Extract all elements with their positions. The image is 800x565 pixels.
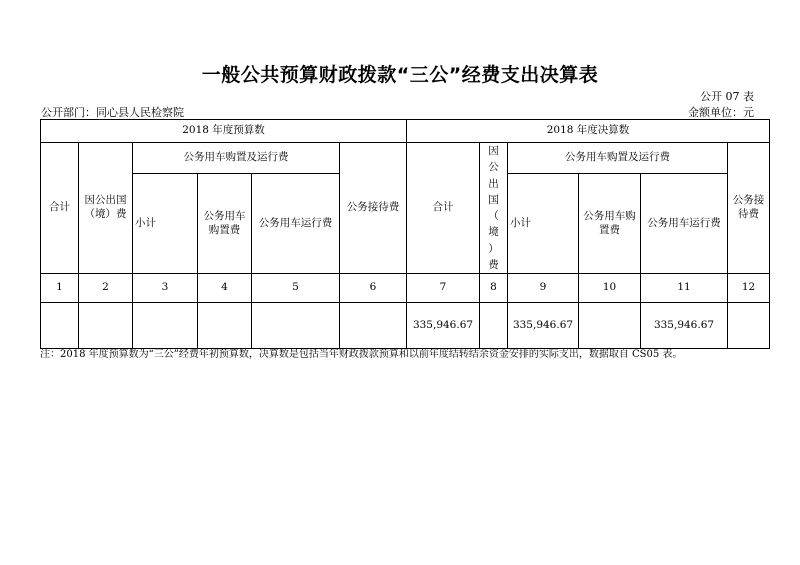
value-cell [41,303,79,349]
value-cell-final-subtotal: 335,946.67 [508,303,579,349]
final-subtotal-header: 小计 [508,174,579,274]
department-label: 公开部门：同心县人民检察院 [41,106,184,119]
column-number: 6 [340,274,407,303]
page-title: 一般公共预算财政拨款“三公”经费支出决算表 [201,64,599,86]
budget-total-header: 合计 [41,143,79,274]
three-public-expense-table [40,119,770,349]
column-number: 10 [579,274,641,303]
column-number: 5 [252,274,340,303]
column-number: 11 [641,274,728,303]
amount-unit-label: 金额单位：元 [688,106,754,119]
value-cell [252,303,340,349]
final-vehicle-purchase-header: 公务用车购置费 [579,174,641,274]
final-reception-header: 公务接待费 [728,143,770,274]
budget-header: 2018 年度预算数 [41,120,407,143]
budget-subtotal-header: 小计 [133,174,198,274]
column-number: 1 [41,274,79,303]
budget-reception-header: 公务接待费 [340,143,407,274]
value-cell [79,303,133,349]
value-cell [579,303,641,349]
value-cell [133,303,198,349]
value-cell [198,303,252,349]
value-cell-final-total: 335,946.67 [407,303,480,349]
column-number: 12 [728,274,770,303]
column-number: 4 [198,274,252,303]
column-number: 8 [480,274,508,303]
column-number: 7 [407,274,480,303]
budget-vehicle-purchase-header: 公务用车购置费 [198,174,252,274]
budget-vehicle-operation-header: 公务用车运行费 [252,174,340,274]
form-number: 公开 07 表 [700,90,754,103]
final-vehicle-operation-header: 公务用车运行费 [641,174,728,274]
value-cell-final-operation: 335,946.67 [641,303,728,349]
column-number: 9 [508,274,579,303]
final-vehicle-group-header: 公务用车购置及运行费 [508,143,728,174]
value-cell [480,303,508,349]
value-cell [340,303,407,349]
column-number: 2 [79,274,133,303]
final-total-header: 合计 [407,143,480,274]
budget-travel-abroad-header: 因公出国（境）费 [79,143,133,274]
column-number: 3 [133,274,198,303]
final-travel-abroad-vertical-text: 因 公 出 国 （ 境 ） 费 [488,145,499,271]
final-header: 2018 年度决算数 [407,120,770,143]
value-cell [728,303,770,349]
final-travel-abroad-header [480,143,508,274]
budget-vehicle-group-header: 公务用车购置及运行费 [133,143,340,174]
footnote: 注：2018 年度预算数为“三公”经费年初预算数，决算数是包括当年财政拨款预算和以前年度结转结余资金安排的实际支出，数据取自 CS05 表。 [40,349,683,360]
